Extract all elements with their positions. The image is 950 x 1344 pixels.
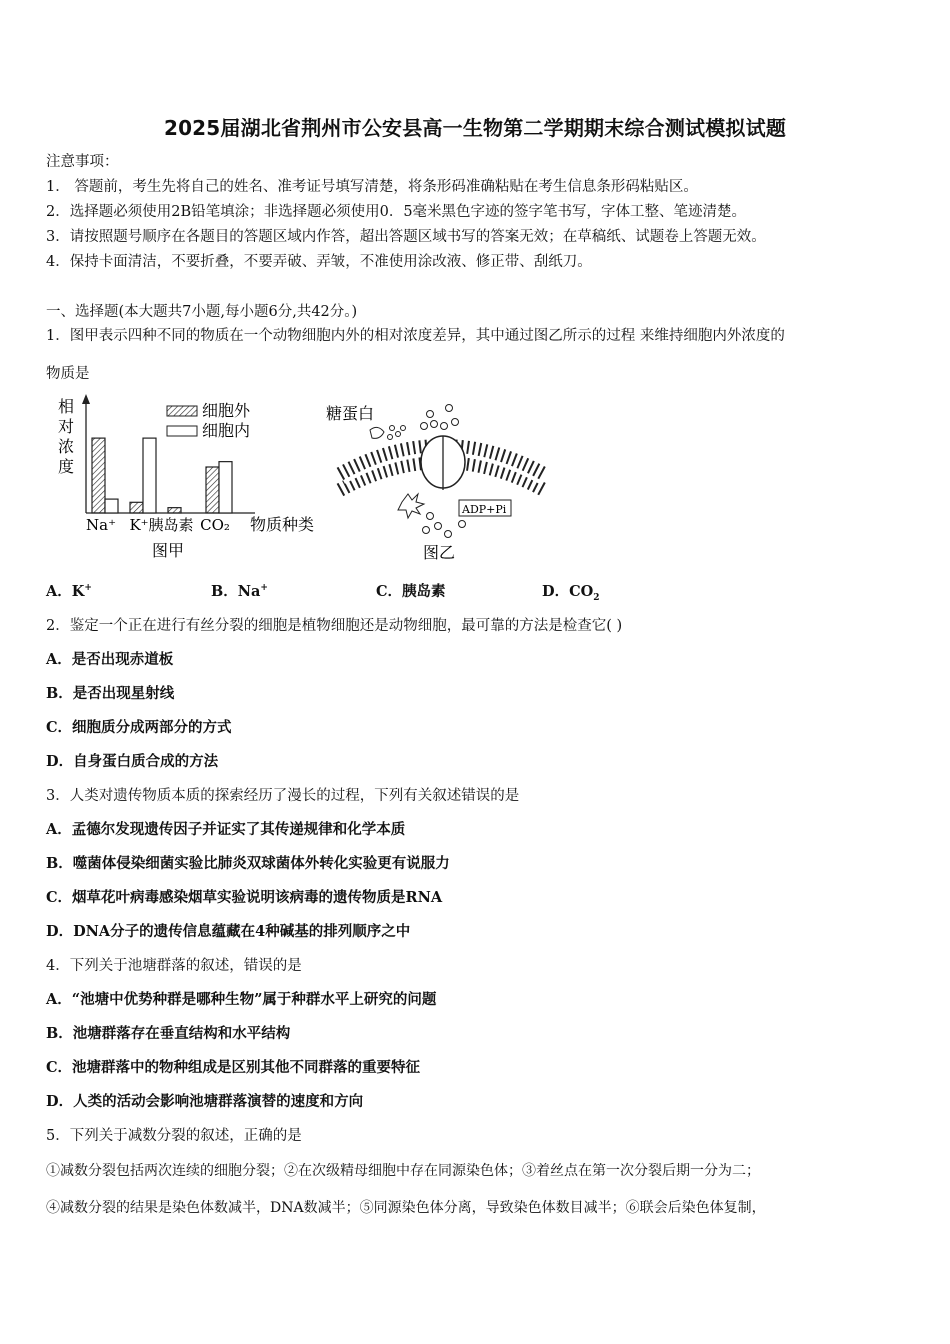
- q1-stem: 1．图甲表示四种不同的物质在一个动物细胞内外的相对浓度差异，其中通过图乙所示的过程 来维持细胞内外浓度的: [46, 328, 785, 344]
- page-title: 2025届湖北省荆州市公安县高一生物第二学期期末综合测试模拟试题: [163, 116, 787, 140]
- figure-yi-diagram: [322, 398, 567, 566]
- q4-option[interactable]: A．“池塘中优势种群是哪种生物”属于种群水平上研究的问题: [46, 991, 437, 1008]
- bar-inside: [219, 462, 232, 513]
- extracellular-molecules: [388, 405, 459, 440]
- option-a[interactable]: A．K+: [46, 583, 92, 600]
- option-d[interactable]: D．$CO_2$: [542, 583, 600, 603]
- ylabel-char: 度: [58, 457, 75, 476]
- legend-label-inside: 细胞内: [202, 421, 251, 440]
- bar-inside: [105, 499, 118, 513]
- q3-option[interactable]: B．噬菌体侵染细菌实验比肺炎双球菌体外转化实验更有说服力: [46, 855, 450, 872]
- bar-outside: [130, 502, 143, 513]
- q4-option[interactable]: D．人类的活动会影响池塘群落演替的速度和方向: [46, 1093, 364, 1110]
- q4-stem: 4．下列关于池塘群落的叙述，错误的是: [46, 958, 302, 974]
- section-heading: 一、选择题(本大题共7小题,每小题6分,共42分。): [46, 304, 358, 320]
- q3-option[interactable]: D．DNA分子的遗传信息蕴藏在4种碱基的排列顺序之中: [46, 923, 411, 940]
- q4-option[interactable]: C．池塘群落中的物种组成是区别其他不同群落的重要特征: [46, 1059, 421, 1076]
- atp-burst-icon: [398, 494, 424, 518]
- option-b[interactable]: B．Na+: [211, 583, 268, 600]
- q2-option[interactable]: A．是否出现赤道板: [46, 651, 174, 668]
- x-tick-label: K⁺: [129, 516, 149, 534]
- notice-item: 3．请按照题号顺序在各题目的答题区域内作答，超出答题区域书写的答案无效；在草稿纸、试题卷上答题无效。: [46, 229, 766, 245]
- q2-option[interactable]: B．是否出现星射线: [46, 685, 175, 702]
- notice-item: 4．保持卡面清洁，不要折叠，不要弄破、弄皱，不准使用涂改液、修正带、刮纸刀。: [46, 254, 592, 270]
- ylabel-char: 对: [58, 417, 75, 436]
- q2-stem: 2．鉴定一个正在进行有丝分裂的细胞是植物细胞还是动物细胞，最可靠的方法是检查它( ): [46, 618, 623, 634]
- figure-caption: 图甲: [152, 541, 185, 560]
- legend-label-outside: 细胞外: [202, 401, 251, 420]
- glycoprotein-label: 糖蛋白: [326, 404, 375, 423]
- x-tick-label: Na⁺: [86, 516, 116, 534]
- ylabel-char: 相: [58, 397, 75, 416]
- legend-swatch-inside: [167, 426, 197, 436]
- q3-stem: 3．人类对遗传物质本质的探索经历了漫长的过程，下列有关叙述错误的是: [46, 788, 520, 804]
- x-tick-label: 胰岛素: [148, 516, 194, 534]
- notice-item: 1． 答题前，考生先将自己的姓名、准考证号填写清楚，将条形码准确粘贴在考生信息条形码粘贴区。: [46, 179, 698, 195]
- bars-group: [92, 438, 232, 513]
- bar-outside: [168, 508, 181, 513]
- notice-heading: 注意事项：: [46, 154, 119, 170]
- figure-jia-chart: [50, 392, 340, 567]
- q5-stem: 5．下列关于减数分裂的叙述，正确的是: [46, 1128, 302, 1144]
- q2-option[interactable]: C．细胞质分成两部分的方式: [46, 719, 232, 736]
- legend-swatch-outside: [167, 406, 197, 416]
- adp-label: ADP+Pi: [462, 503, 507, 516]
- notice-item: 2．选择题必须使用2B铅笔填涂；非选择题必须使用0．5毫米黑色字迹的签字笔书写，字体工整、笔迹清楚。: [46, 204, 747, 220]
- q5-statements: ④减数分裂的结果是染色体数减半，DNA数减半；⑤同源染色体分离，导致染色体数目减半；⑥联会后染色体复制，: [46, 1200, 766, 1216]
- glycoprotein-icon: [370, 427, 384, 438]
- q1-stem-cont: 物质是: [46, 366, 90, 382]
- bar-inside: [143, 438, 156, 513]
- q3-option[interactable]: C．烟草花叶病毒感染烟草实验说明该病毒的遗传物质是RNA: [46, 889, 443, 906]
- x-tick-labels: [86, 516, 230, 534]
- bar-outside: [92, 438, 105, 513]
- ylabel-char: 浓: [58, 437, 75, 456]
- x-tick-label: CO₂: [200, 516, 230, 534]
- option-c[interactable]: C．胰岛素: [376, 583, 446, 600]
- q3-option[interactable]: A．孟德尔发现遗传因子并证实了其传递规律和化学本质: [46, 821, 406, 838]
- q2-option[interactable]: D．自身蛋白质合成的方法: [46, 753, 219, 770]
- bar-outside: [206, 467, 219, 513]
- y-axis-arrow: [82, 394, 90, 404]
- q4-option[interactable]: B．池塘群落存在垂直结构和水平结构: [46, 1025, 291, 1042]
- q5-statements: ①减数分裂包括两次连续的细胞分裂；②在次级精母细胞中存在同源染色体；③着丝点在第一次分裂后期一分为二；: [46, 1163, 760, 1179]
- figure-caption: 图乙: [423, 543, 456, 562]
- x-axis-label: 物质种类: [250, 515, 315, 534]
